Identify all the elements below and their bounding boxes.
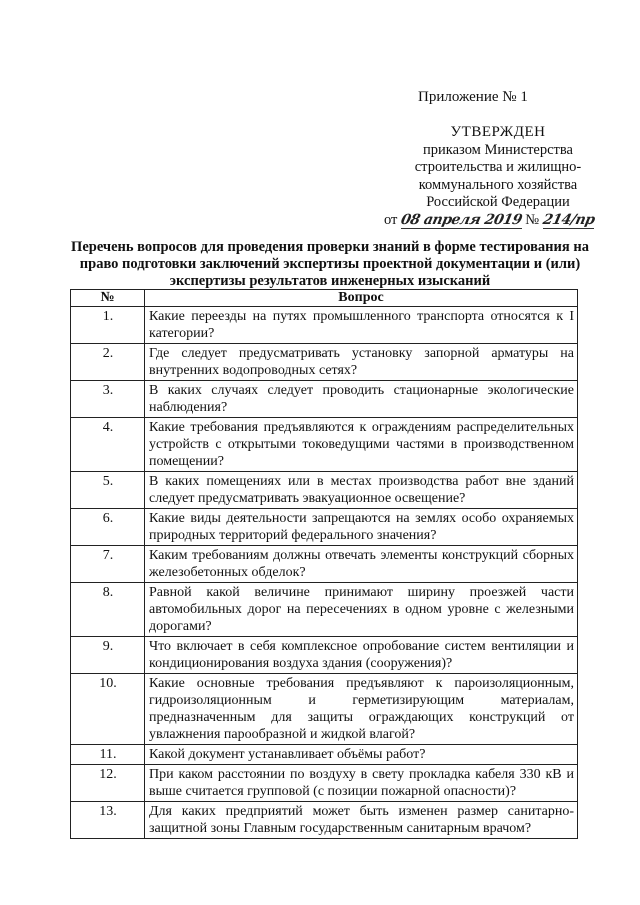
table-header-row (71, 290, 578, 307)
handwritten-number: 214/пр (541, 211, 596, 228)
table-row (71, 583, 578, 637)
order-line-4: Российской Федерации (426, 194, 570, 210)
order-date-line (378, 212, 618, 230)
row-number: 4. (71, 418, 145, 472)
document-title: Перечень вопросов для проведения проверки знаний в форме тестирования на право подготовки заключений экспертизы проектной документации и (или) экспертизы результатов инженерных изысканий (71, 239, 589, 289)
questions-table (70, 289, 578, 839)
column-header-number: № (71, 290, 145, 307)
row-question: Какие требования предъявляются к ограждениям распределительных устройств с открытыми токоведущими частями в производственном помещении? (145, 418, 578, 472)
row-question: В каких случаях следует проводить стационарные экологические наблюдения? (145, 381, 578, 418)
row-question: Какой документ устанавливает объёмы работ? (145, 745, 578, 765)
row-number: 1. (71, 307, 145, 344)
order-line-1: приказом Министерства (423, 141, 573, 158)
row-number: 12. (71, 765, 145, 802)
table-row (71, 765, 578, 802)
number-underline (543, 213, 594, 229)
table-row (71, 745, 578, 765)
order-line-2: строительства и жилищно- (414, 159, 582, 175)
row-question: Какие переезды на путях промышленного транспорта относятся к I категории? (145, 307, 578, 344)
number-label: № (525, 211, 540, 228)
row-number: 9. (71, 637, 145, 674)
table-row (71, 472, 578, 509)
row-question: Что включает в себя комплексное опробование систем вентиляции и кондиционирования воздуха здания (сооружения)? (145, 637, 578, 674)
row-number: 11. (71, 745, 145, 765)
row-question: Какие основные требования предъявляют к пароизоляционным, гидроизоляционным и герметизирующим материалам, предназначенным для защиты ограждающих конструкций от увлажнения парообразной и жидкой влагой? (145, 674, 578, 745)
table-row (71, 674, 578, 745)
row-question: В каких помещениях или в местах производства работ вне зданий следует предусматривать эвакуационное освещение? (145, 472, 578, 509)
table-row (71, 307, 578, 344)
row-question: Где следует предусматривать установку запорной арматуры на внутренних водопроводных сетях? (145, 344, 578, 381)
row-number: 6. (71, 509, 145, 546)
row-number: 10. (71, 674, 145, 745)
row-number: 8. (71, 583, 145, 637)
appendix-label: Приложение № 1 (418, 89, 528, 105)
column-header-question: Вопрос (145, 290, 578, 307)
row-question: Для каких предприятий может быть изменен размер санитарно-защитной зоны Главным государственным санитарным врачом? (145, 802, 578, 839)
date-underline (401, 213, 522, 229)
row-question: Какие виды деятельности запрещаются на землях особо охраняемых природных территорий федерального значения? (145, 509, 578, 546)
row-number: 2. (71, 344, 145, 381)
approval-block (378, 124, 618, 229)
table-row (71, 418, 578, 472)
table-row (71, 509, 578, 546)
table-row (71, 802, 578, 839)
table-row (71, 381, 578, 418)
row-number: 5. (71, 472, 145, 509)
approved-heading: УТВЕРЖДЕН (450, 124, 546, 140)
table-row (71, 637, 578, 674)
table-row (71, 546, 578, 583)
row-number: 7. (71, 546, 145, 583)
order-line-3: коммунального хозяйства (418, 176, 578, 193)
from-label: от (384, 211, 398, 228)
table-row (71, 344, 578, 381)
row-number: 3. (71, 381, 145, 418)
row-number: 13. (71, 802, 145, 839)
row-question: Равной какой величине принимают ширину проезжей части автомобильных дорог на пересечениях в одном уровне с железными дорогами? (145, 583, 578, 637)
row-question: Каким требованиям должны отвечать элементы конструкций сборных железобетонных обделок? (145, 546, 578, 583)
handwritten-date: 08 апреля 2019 (399, 211, 524, 228)
row-question: При каком расстоянии по воздуху в свету прокладка кабеля 330 кВ и выше считается групповой (с позиции пожарной опасности)? (145, 765, 578, 802)
